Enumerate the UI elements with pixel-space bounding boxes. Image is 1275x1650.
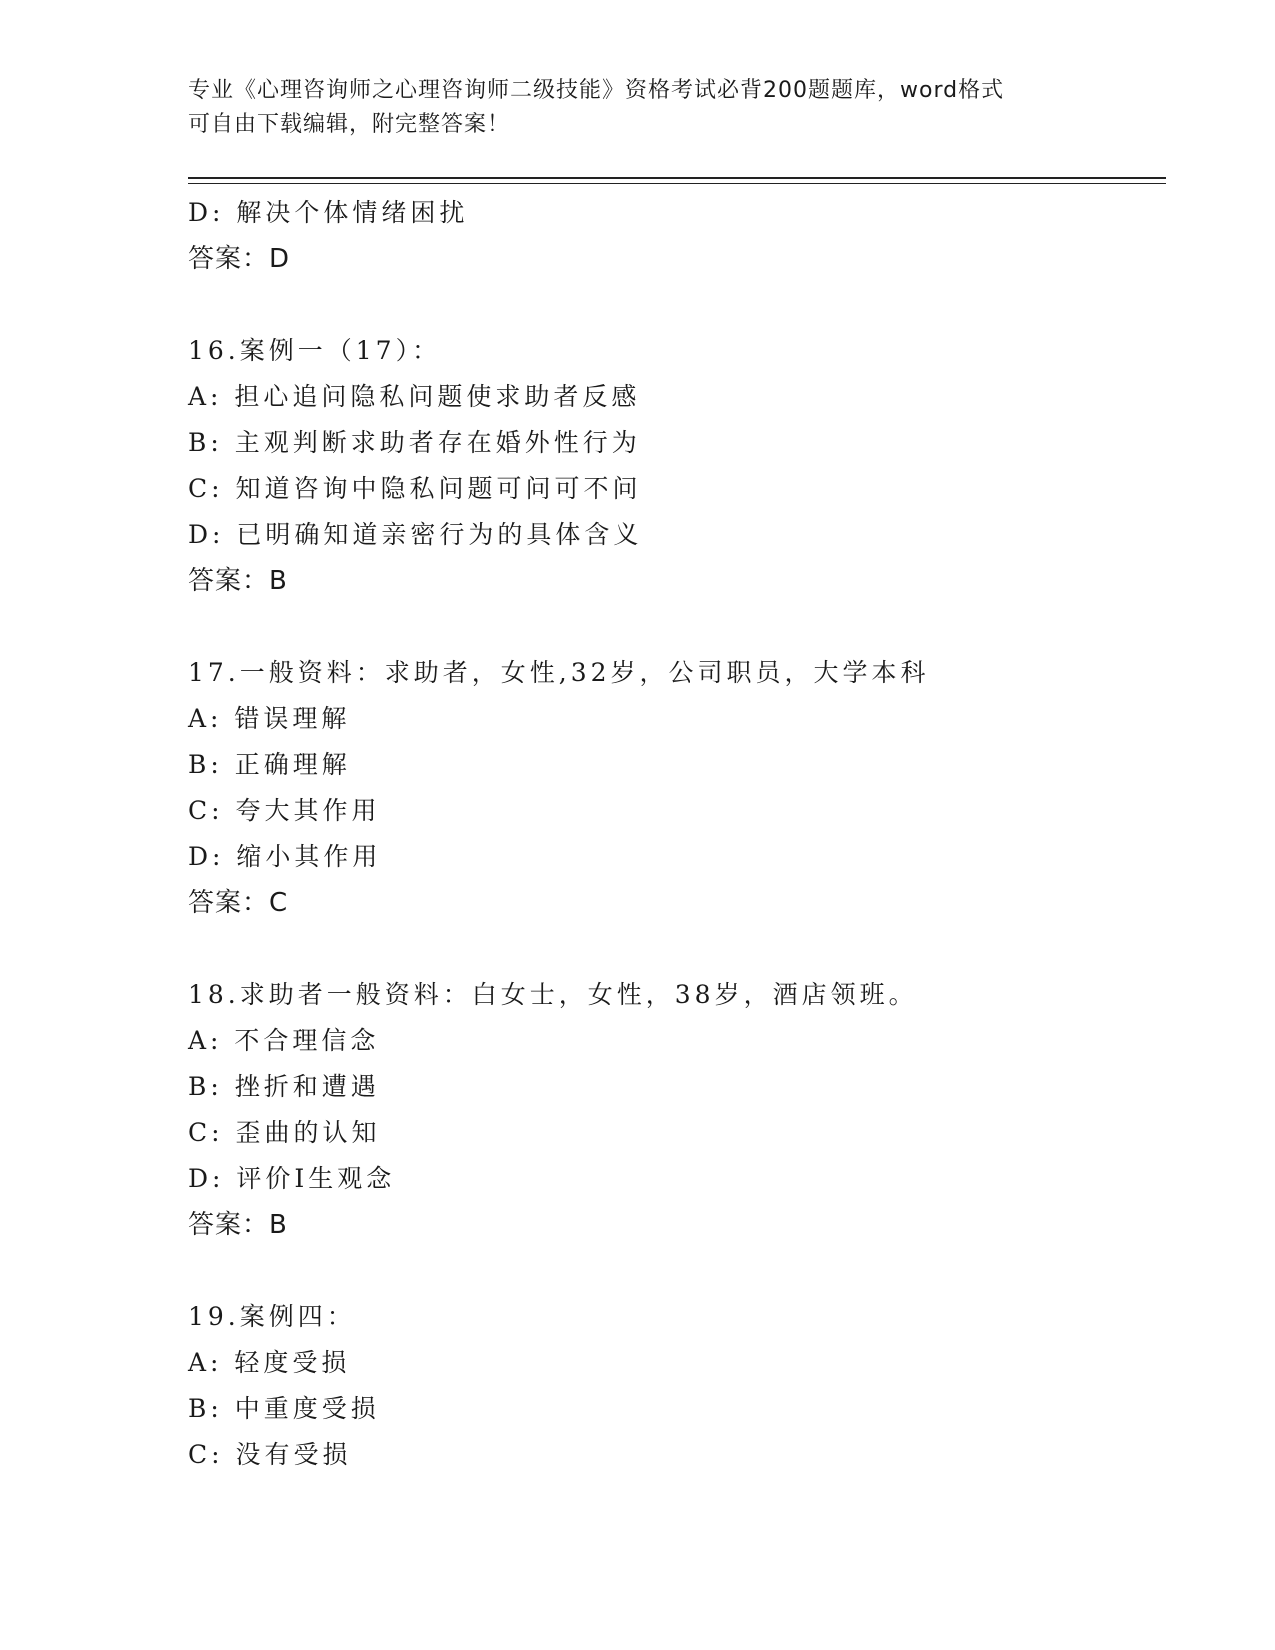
- question-stem: 18.求助者一般资料：白女士，女性，38岁，酒店领班。: [188, 980, 918, 1009]
- option-c: C: 歪曲的认知: [188, 1118, 381, 1147]
- option-b: B: 挫折和遭遇: [188, 1072, 380, 1101]
- prev-option-d: D: 解决个体情绪困扰: [188, 198, 469, 227]
- prev-answer: 答案：D: [188, 244, 291, 274]
- spacer: [188, 282, 1148, 328]
- option-a: A: 不合理信念: [188, 1026, 380, 1055]
- option-d: D: 已明确知道亲密行为的具体含义: [188, 520, 643, 549]
- header-line-2: 可自由下载编辑，附完整答案！: [188, 112, 511, 137]
- option-a: A: 错误理解: [188, 704, 351, 733]
- option-b: B: 正确理解: [188, 750, 351, 779]
- header-line-1: 专业《心理咨询师之心理咨询师二级技能》资格考试必背200题题库，word格式: [188, 78, 1005, 103]
- question-17: [188, 650, 1148, 926]
- question-16: [188, 328, 1148, 604]
- option-c: C: 知道咨询中隐私问题可问可不问: [188, 474, 642, 503]
- option-b: B: 主观判断求助者存在婚外性行为: [188, 428, 641, 457]
- question-stem: 17.一般资料：求助者，女性,32岁，公司职员，大学本科: [188, 658, 930, 687]
- option-a: A: 担心追问隐私问题使求助者反感: [188, 382, 641, 411]
- option-a: A: 轻度受损: [188, 1348, 351, 1377]
- question-18: [188, 972, 1148, 1248]
- spacer: [188, 1248, 1148, 1294]
- question-list: [188, 190, 1148, 1478]
- question-19: [188, 1294, 1148, 1478]
- document-header: [188, 74, 1088, 142]
- answer: 答案：C: [188, 888, 289, 918]
- spacer: [188, 926, 1148, 972]
- option-b: B: 中重度受损: [188, 1394, 380, 1423]
- option-d: D: 评价I生观念: [188, 1164, 396, 1193]
- answer: 答案：B: [188, 566, 288, 596]
- question-stem: 19.案例四：: [188, 1302, 356, 1331]
- option-d: D: 缩小其作用: [188, 842, 382, 871]
- option-c: C: 没有受损: [188, 1440, 352, 1469]
- header-divider-thick: [188, 177, 1166, 179]
- answer: 答案：B: [188, 1210, 288, 1240]
- option-c: C: 夸大其作用: [188, 796, 381, 825]
- spacer: [188, 604, 1148, 650]
- question-stem: 16.案例一（17）：: [188, 336, 442, 365]
- header-divider-thin: [188, 183, 1166, 184]
